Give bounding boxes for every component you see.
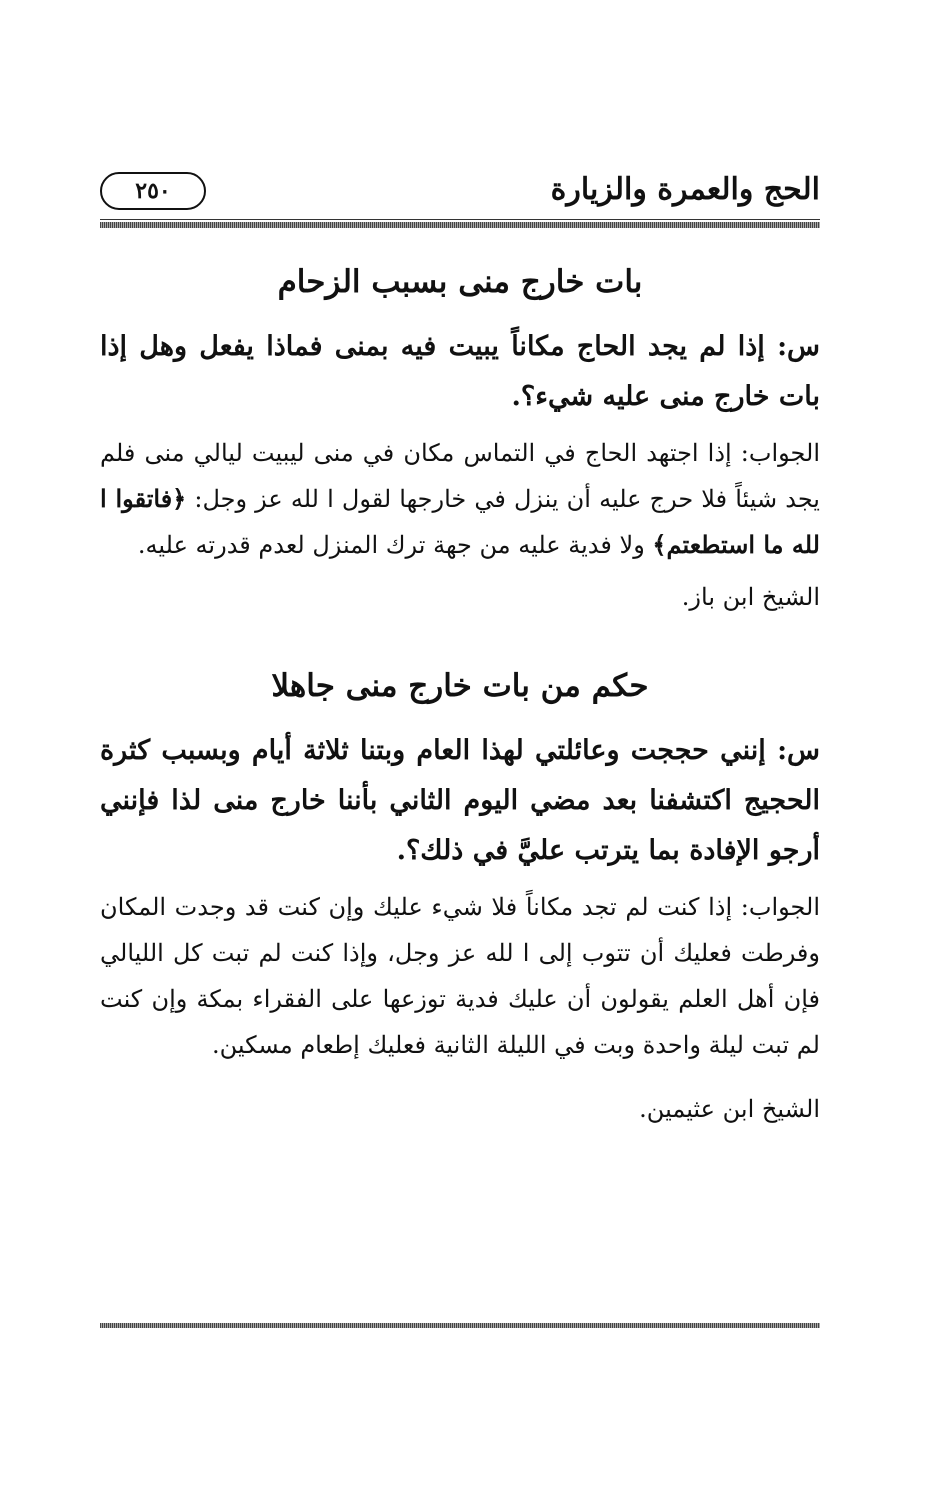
header-rule-line <box>100 219 820 220</box>
fatwa-source: الشيخ ابن عثيمين. <box>639 1095 820 1123</box>
question-text: س: إذا لم يجد الحاج مكاناً يبيت فيه بمنى فماذا يفعل وهل إذا بات خارج منى عليه شيء؟. <box>100 331 820 412</box>
section-title: حكم من بات خارج منى جاهلا <box>271 668 649 704</box>
page-content <box>100 240 820 1132</box>
answer-text-start: الجواب: إذا اجتهد الحاج في التماس مكان في منى ليبيت ليالي منى فلم يجد شيئاً فلا حرج عليه أن ينزل في خارجها لقول ا لله عز وجل: <box>100 439 820 513</box>
header-rule <box>100 222 820 228</box>
section-bat-kharij-mina <box>100 254 820 620</box>
page-number: ٢٥٠ <box>100 172 206 210</box>
answer-text-end: ولا فدية عليه من جهة ترك المنزل لعدم قدرته عليه. <box>137 531 653 559</box>
section-title: بات خارج منى بسبب الزحام <box>277 264 643 300</box>
answer-text: الجواب: إذا كنت لم تجد مكاناً فلا شيء عليك وإن كنت قد وجدت المكان وفرطت فعليك أن تتوب إلى ا لله عز وجل، وإذا كنت لم تبت كل الليالي فإن أهل العلم يقولون أن عليك فدية توزعها على الفقراء بمكة وإن كنت لم تبت ليلة واحدة وبت في الليلة الثانية فعليك إطعام مسكين. <box>100 893 820 1059</box>
footer-rule <box>100 1323 820 1328</box>
page-header <box>100 168 820 216</box>
quran-quote: ﴿فاتقوا ا لله ما استطعتم﴾ <box>100 484 820 559</box>
book-title: الحج والعمرة والزيارة <box>550 172 820 207</box>
question-text: س: إنني حججت وعائلتي لهذا العام وبتنا ثلاثة أيام وبسبب كثرة الحجيج اكتشفنا بعد مضي اليوم الثاني بأننا خارج منى لذا فإنني أرجو الإفادة بما يترتب عليَّ في ذلك؟. <box>100 735 820 866</box>
section-hukm-jahil <box>100 658 820 1132</box>
answer-text <box>100 430 820 568</box>
fatwa-source: الشيخ ابن باز. <box>681 583 820 611</box>
